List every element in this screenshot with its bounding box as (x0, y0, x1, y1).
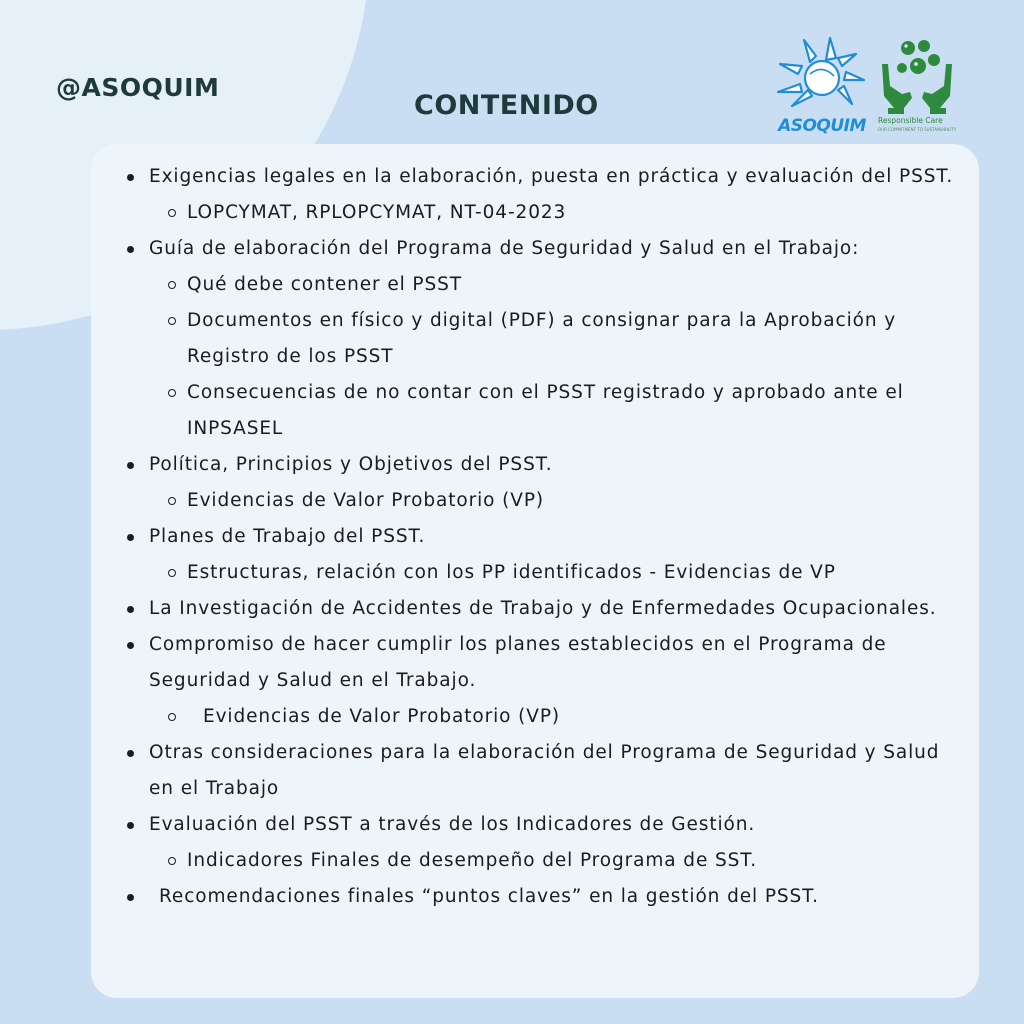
circle-bullet-icon (168, 713, 176, 721)
list-subitem (121, 699, 959, 735)
circle-bullet-icon (168, 317, 176, 325)
list-item (121, 735, 959, 807)
list-item (121, 231, 959, 267)
content-list (121, 159, 959, 915)
bullet-icon (127, 246, 134, 253)
list-subitem (121, 843, 959, 879)
bullet-icon (127, 642, 134, 649)
bullet-icon (127, 462, 134, 469)
circle-bullet-icon (168, 209, 176, 217)
list-item-text: Evaluación del PSST a través de los Indicadores de Gestión. (149, 814, 756, 835)
list-item-text: Compromiso de hacer cumplir los planes establecidos en el Programa de Seguridad y Salud en el Trabajo. (149, 634, 887, 691)
list-item-text: Consecuencias de no contar con el PSST registrado y aprobado ante el INPSASEL (187, 382, 904, 439)
list-item-text: Otras consideraciones para la elaboración del Programa de Seguridad y Salud en el Trabajo (149, 742, 940, 799)
bullet-icon (127, 534, 134, 541)
bullet-icon (127, 894, 134, 901)
social-handle: @ASOQUIM (56, 73, 220, 102)
list-subitem (121, 555, 959, 591)
circle-bullet-icon (168, 389, 176, 397)
list-item-text: Guía de elaboración del Programa de Seguridad y Salud en el Trabajo: (149, 238, 860, 259)
bullet-icon (127, 606, 134, 613)
page-title: CONTENIDO (414, 90, 599, 121)
list-item-text: La Investigación de Accidentes de Trabajo y de Enfermedades Ocupacionales. (149, 598, 937, 619)
bullet-icon (127, 174, 134, 181)
list-item (121, 447, 959, 483)
circle-bullet-icon (168, 497, 176, 505)
list-item-text: Indicadores Finales de desempeño del Programa de SST. (187, 850, 758, 871)
list-item-text: Evidencias de Valor Probatorio (VP) (203, 706, 560, 727)
asoquim-logo-text: ASOQUIM (778, 116, 866, 136)
list-subitem (121, 267, 959, 303)
circle-bullet-icon (168, 281, 176, 289)
circle-bullet-icon (168, 569, 176, 577)
responsible-care-hands-icon (874, 34, 960, 116)
list-item-text: Qué debe contener el PSST (187, 274, 462, 295)
list-item-text: Recomendaciones finales “puntos claves” en la gestión del PSST. (159, 886, 819, 907)
list-item (121, 591, 959, 627)
list-item-text: Documentos en físico y digital (PDF) a consignar para la Aprobación y Registro de los PSST (187, 310, 897, 367)
responsible-care-logo (874, 34, 960, 134)
list-item (121, 519, 959, 555)
asoquim-logo (772, 34, 872, 136)
list-item-text: LOPCYMAT, RPLOPCYMAT, NT-04-2023 (187, 202, 567, 223)
content-card (91, 144, 979, 998)
list-item (121, 159, 959, 195)
responsible-care-text: Responsible Care (878, 116, 943, 125)
bullet-icon (127, 822, 134, 829)
list-subitem (121, 483, 959, 519)
list-item-text: Exigencias legales en la elaboración, puesta en práctica y evaluación del PSST. (149, 166, 954, 187)
list-item-text: Política, Principios y Objetivos del PSST. (149, 454, 553, 475)
list-item (121, 627, 959, 699)
list-subitem (121, 375, 959, 447)
list-item-text: Estructuras, relación con los PP identificados - Evidencias de VP (187, 562, 836, 583)
list-item (121, 807, 959, 843)
list-item-text: Planes de Trabajo del PSST. (149, 526, 426, 547)
asoquim-emblem-icon (772, 34, 872, 114)
list-subitem (121, 303, 959, 375)
list-item (121, 879, 959, 915)
list-subitem (121, 195, 959, 231)
responsible-care-tagline: OUR COMMITMENT TO SUSTAINABILITY (878, 127, 957, 132)
circle-bullet-icon (168, 857, 176, 865)
bullet-icon (127, 750, 134, 757)
list-item-text: Evidencias de Valor Probatorio (VP) (187, 490, 544, 511)
